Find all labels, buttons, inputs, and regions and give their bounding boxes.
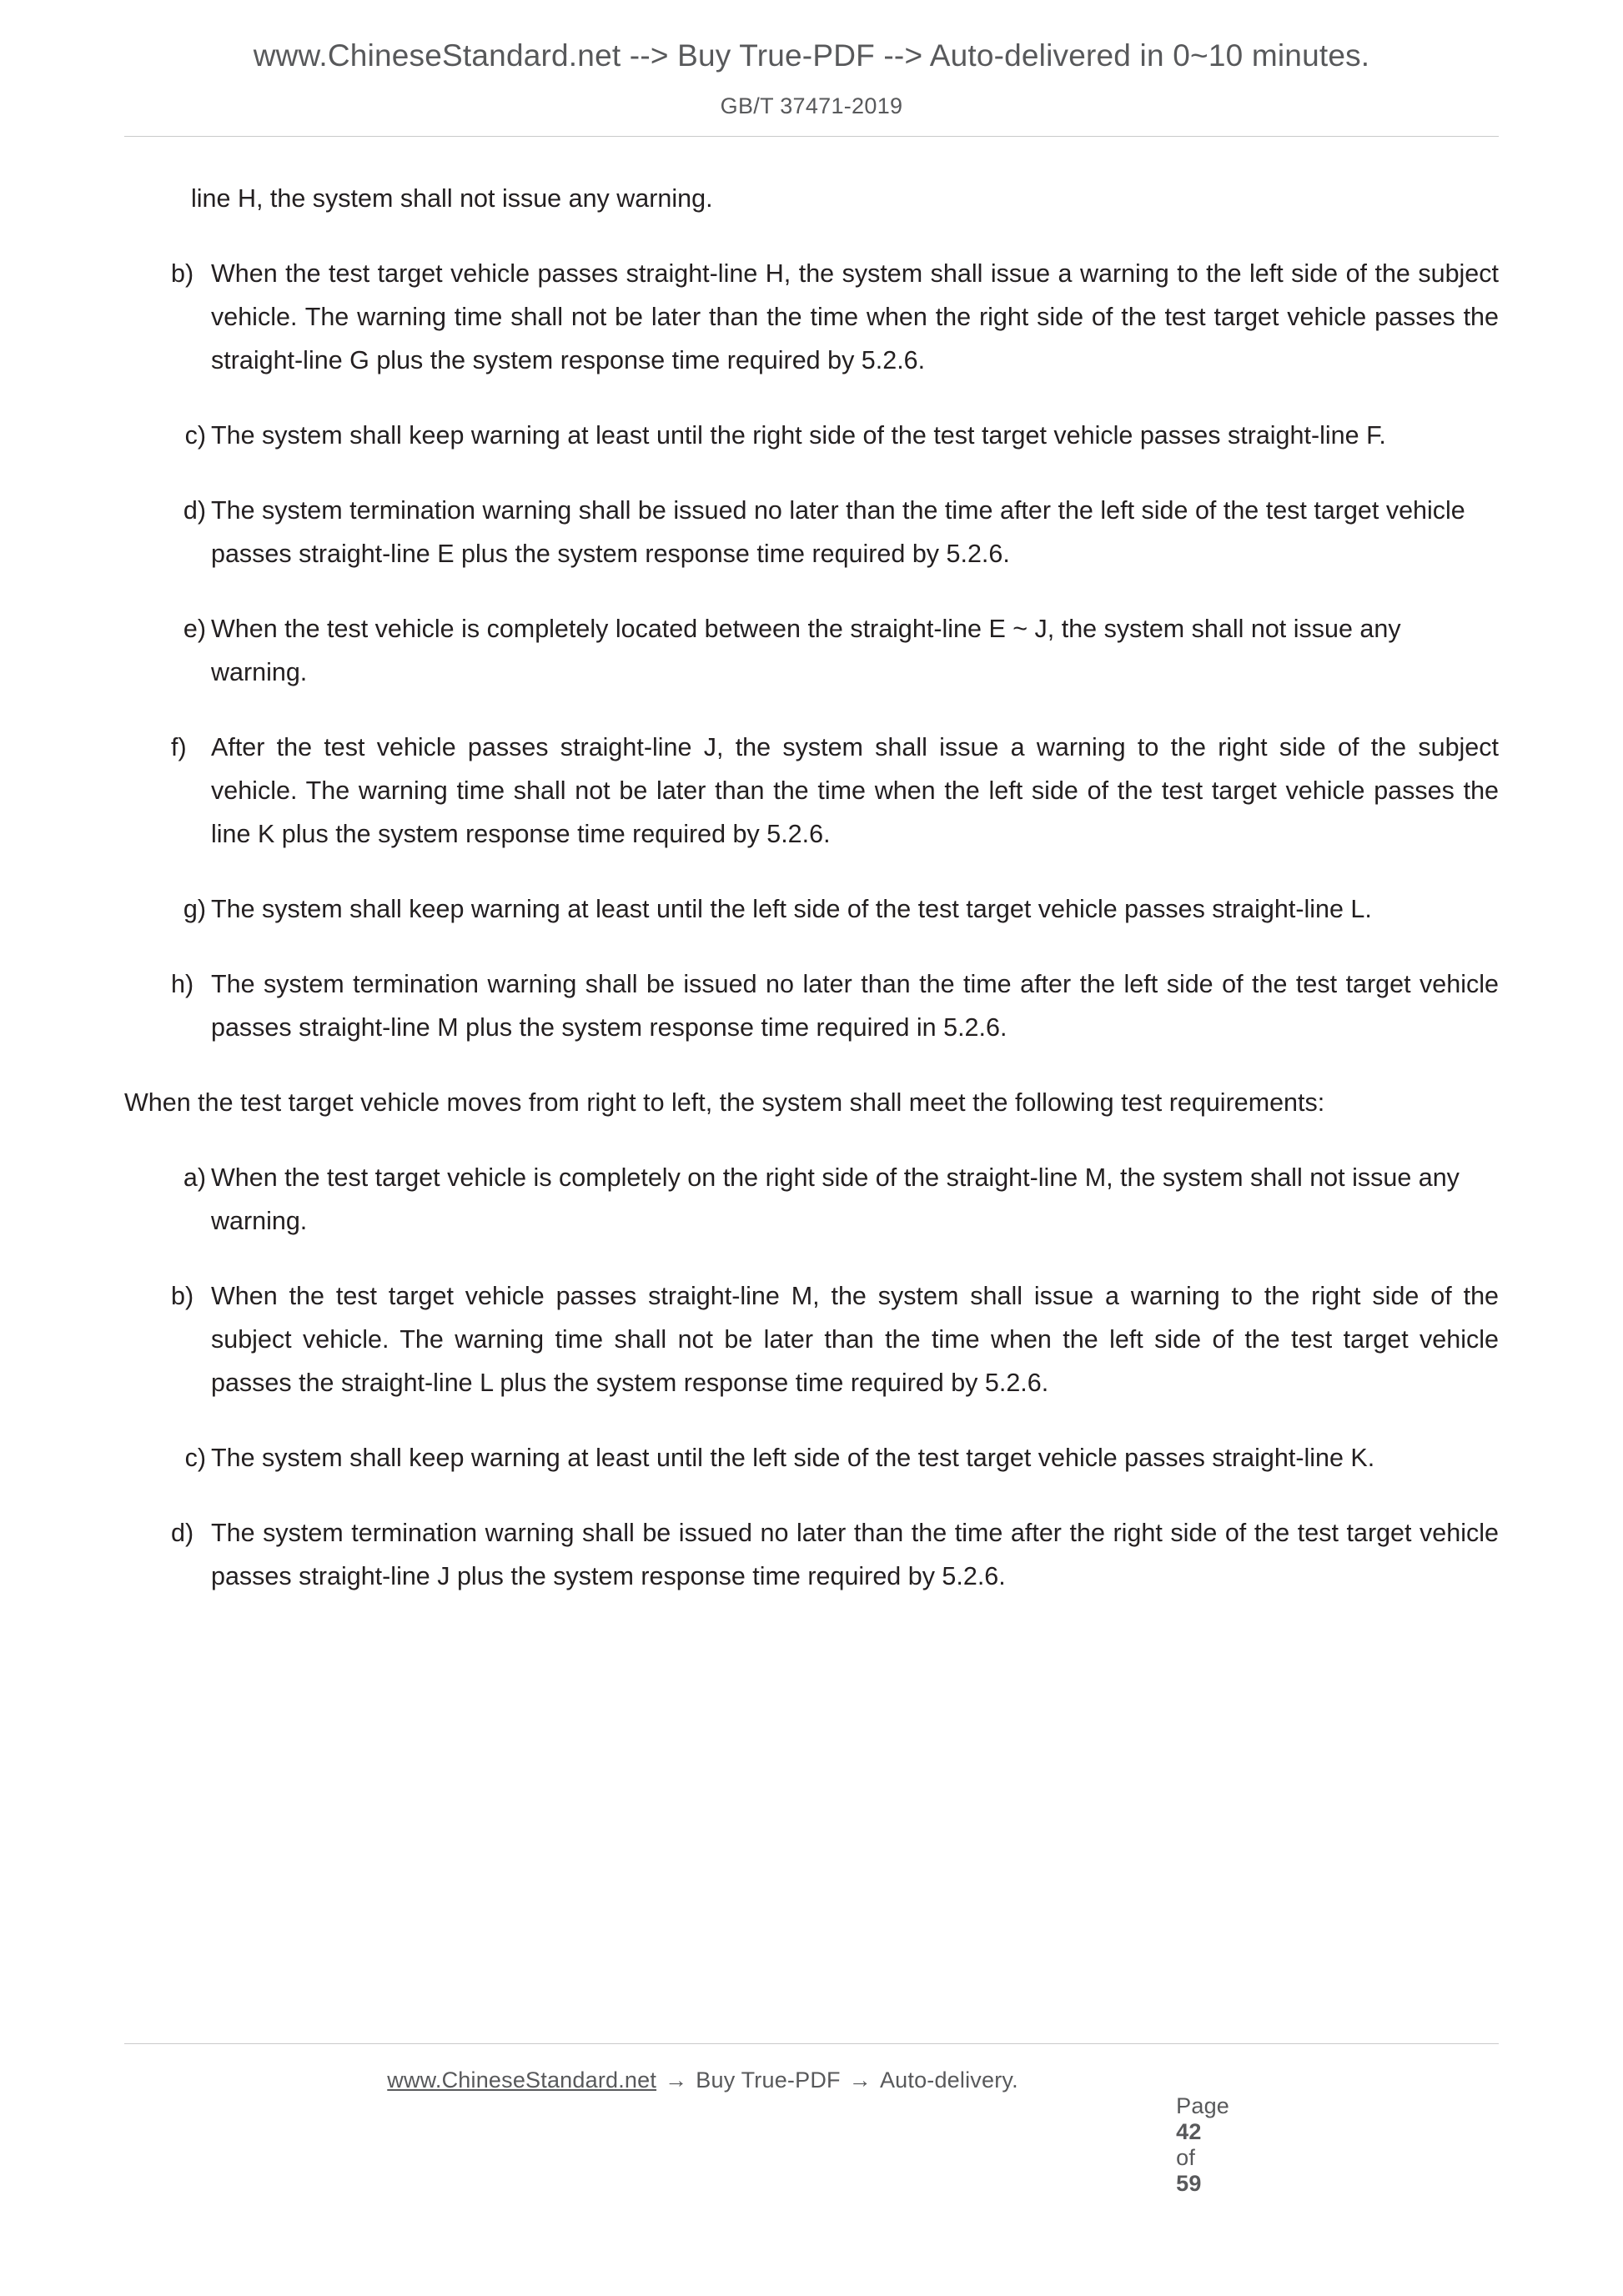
document-body (124, 137, 1499, 1598)
list-marker: b) (171, 1282, 194, 1311)
list-marker: b) (171, 259, 194, 289)
footer-content (124, 2067, 1499, 2223)
list-item-text: The system termination warning shall be issued no later than the time after the right side of the test target vehicle passes straight-line J plus the system response time required by 5.2.6. (211, 1519, 1499, 1591)
list-item-text: When the test target vehicle passes straight-line H, the system shall issue a warning to the left side of the subject vehicle. The warning time shall not be later than the time when the right side of the test target vehicle passes the straight-line G plus the system response time required by 5.2.6. (211, 259, 1499, 375)
total-pages: 59 (1169, 2171, 1208, 2196)
continued-line: line H, the system shall not issue any warning. (191, 184, 713, 214)
footer-delivery-label: Auto-delivery. (879, 2067, 1018, 2093)
list-item-text: The system termination warning shall be issued no later than the time after the left side of the test target vehicle passes straight-line E plus the system response time required by 5.2.6. (211, 496, 1465, 569)
footer-site-link[interactable]: www.ChineseStandard.net (387, 2067, 657, 2093)
list-marker: h) (171, 970, 194, 999)
list-item-text: When the test vehicle is completely located between the straight-line E ~ J, the system shall not issue any warning. (211, 615, 1401, 687)
list-item (171, 962, 1499, 1049)
of-label: of (1169, 2145, 1202, 2170)
arrow-icon: → (848, 2067, 872, 2093)
intro-paragraph: When the test target vehicle moves from right to left, the system shall meet the following test requirements: (124, 1088, 1325, 1118)
promo-banner: www.ChineseStandard.net --> Buy True-PDF --> Auto-delivered in 0~10 minutes. (253, 38, 1370, 73)
list-item (171, 1436, 1499, 1480)
list-item-text: The system shall keep warning at least until the left side of the test target vehicle passes straight-line L. (211, 895, 1372, 924)
list-item (171, 887, 1499, 931)
list-item-text: The system termination warning shall be issued no later than the time after the left side of the test target vehicle passes straight-line M plus the system response time required in 5.2.6. (211, 970, 1499, 1042)
page-header (0, 0, 1623, 137)
list-marker: d) (183, 496, 206, 525)
list-marker: c) (184, 421, 206, 450)
arrow-icon: → (665, 2067, 688, 2093)
list-marker: d) (171, 1519, 194, 1548)
list-item-text: The system shall keep warning at least until the right side of the test target vehicle passes straight-line F. (211, 421, 1386, 450)
list-item-text: The system shall keep warning at least until the left side of the test target vehicle passes straight-line K. (211, 1444, 1375, 1473)
list-marker: e) (183, 615, 206, 644)
list-item (171, 414, 1499, 457)
page-number: 42 (1169, 2119, 1208, 2144)
list-item (171, 1511, 1499, 1598)
footer-divider (124, 2043, 1499, 2044)
list-item (171, 726, 1499, 856)
standard-number: GB/T 37471-2019 (720, 93, 903, 119)
page-footer (124, 2043, 1499, 2223)
list-marker: g) (183, 895, 206, 924)
footer-buy-label: Buy True-PDF (696, 2067, 841, 2093)
list-item (171, 1156, 1499, 1243)
list-item (171, 607, 1499, 694)
list-item-text: When the test target vehicle is completely on the right side of the straight-line M, the system shall not issue any warning. (211, 1163, 1460, 1236)
list-marker: c) (184, 1444, 206, 1473)
list-item-text: After the test vehicle passes straight-line J, the system shall issue a warning to the right side of the subject vehicle. The warning time shall not be later than the time when the left side of the test target vehicle passes the line K plus the system response time required by 5.2.6. (211, 733, 1499, 849)
page-label: Page (1169, 2093, 1236, 2118)
list-item (171, 252, 1499, 382)
list-item-text: When the test target vehicle passes straight-line M, the system shall issue a warning to the right side of the subject vehicle. The warning time shall not be later than the time when the left side of the test target vehicle passes the straight-line L plus the system response time required by 5.2.6. (211, 1282, 1499, 1398)
list-marker: f) (171, 733, 187, 762)
page-indicator (1118, 2067, 1236, 2223)
list-marker: a) (183, 1163, 206, 1193)
list-item (171, 1274, 1499, 1404)
list-item (171, 489, 1499, 575)
